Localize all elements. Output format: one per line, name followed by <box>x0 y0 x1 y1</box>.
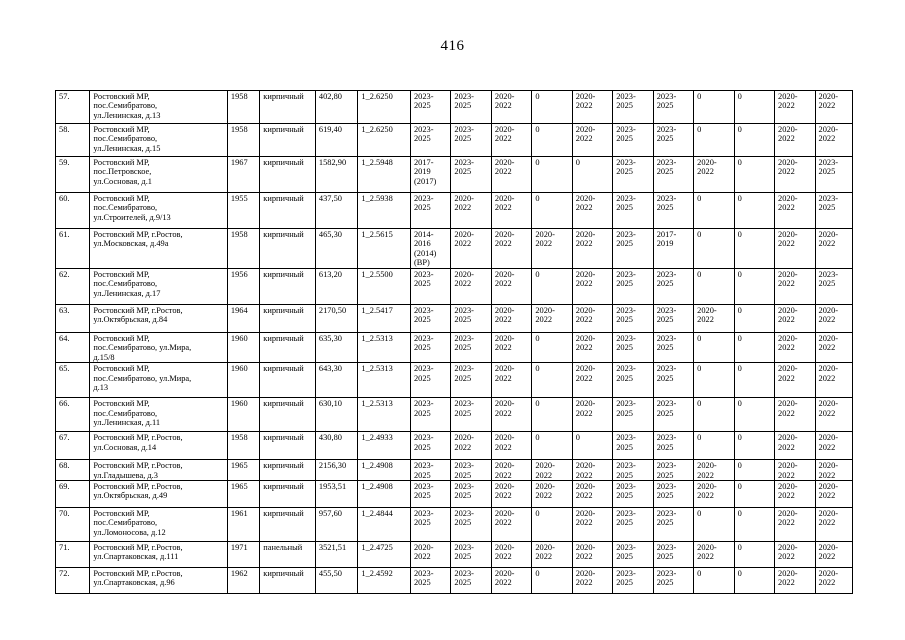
period-cell: 0 <box>532 193 572 229</box>
row-number-cell: 57. <box>56 91 90 124</box>
wall-material-cell: кирпичный <box>260 398 316 432</box>
period-cell: 2020- 2022 <box>694 481 734 508</box>
period-cell: 2023- 2025 <box>613 542 653 568</box>
period-cell: 2023- 2025 <box>451 363 491 398</box>
period-cell: 2020- 2022 <box>532 305 572 333</box>
period-cell: 0 <box>734 363 774 398</box>
build-year-cell: 1962 <box>227 568 259 594</box>
index-cell: 1_2.4933 <box>358 432 411 460</box>
index-cell: 1_2.6250 <box>358 91 411 124</box>
build-year-cell: 1960 <box>227 333 259 363</box>
area-cell: 2156,30 <box>315 460 357 481</box>
period-cell: 2014- 2016 (2014) (ВР) <box>410 229 450 269</box>
period-cell: 2020- 2022 <box>491 269 531 305</box>
period-cell: 2020- 2022 <box>775 460 815 481</box>
period-cell: 2020- 2022 <box>532 229 572 269</box>
period-cell: 2023- 2025 <box>613 157 653 193</box>
period-cell: 2023- 2025 <box>613 305 653 333</box>
index-cell: 1_2.5938 <box>358 193 411 229</box>
period-cell: 0 <box>694 269 734 305</box>
period-cell: 0 <box>532 124 572 157</box>
period-cell: 2020- 2022 <box>694 542 734 568</box>
period-cell: 2020- 2022 <box>815 305 853 333</box>
address-cell: Ростовский МР, г.Ростов, ул.Гладышева, д.3 <box>90 460 228 481</box>
row-number-cell: 67. <box>56 432 90 460</box>
period-cell: 2020- 2022 <box>532 460 572 481</box>
period-cell: 2023- 2025 <box>653 508 693 542</box>
period-cell: 2023- 2025 <box>451 542 491 568</box>
period-cell: 2020- 2022 <box>775 568 815 594</box>
period-cell: 2023- 2025 <box>410 193 450 229</box>
period-cell: 2020- 2022 <box>775 269 815 305</box>
period-cell: 2020- 2022 <box>694 460 734 481</box>
period-cell: 0 <box>734 508 774 542</box>
wall-material-cell: кирпичный <box>260 460 316 481</box>
period-cell: 2023- 2025 <box>410 305 450 333</box>
period-cell: 0 <box>532 508 572 542</box>
index-cell: 1_2.5417 <box>358 305 411 333</box>
index-cell: 1_2.4908 <box>358 460 411 481</box>
period-cell: 2020- 2022 <box>491 333 531 363</box>
period-cell: 2020- 2022 <box>451 193 491 229</box>
period-cell: 2020- 2022 <box>491 363 531 398</box>
period-cell: 0 <box>734 398 774 432</box>
table-row <box>56 460 853 481</box>
wall-material-cell: панельный <box>260 542 316 568</box>
period-cell: 2023- 2025 <box>410 333 450 363</box>
period-cell: 2023- 2025 <box>613 481 653 508</box>
area-cell: 635,30 <box>315 333 357 363</box>
area-cell: 619,40 <box>315 124 357 157</box>
period-cell: 2023- 2025 <box>653 398 693 432</box>
period-cell: 2020- 2022 <box>532 481 572 508</box>
period-cell: 2023- 2025 <box>410 269 450 305</box>
area-cell: 1582,90 <box>315 157 357 193</box>
period-cell: 2023- 2025 <box>653 269 693 305</box>
area-cell: 643,30 <box>315 363 357 398</box>
period-cell: 2023- 2025 <box>451 157 491 193</box>
index-cell: 1_2.4844 <box>358 508 411 542</box>
period-cell: 2023- 2025 <box>451 398 491 432</box>
period-cell: 2023- 2025 <box>613 193 653 229</box>
period-cell: 2020- 2022 <box>572 398 612 432</box>
wall-material-cell: кирпичный <box>260 333 316 363</box>
period-cell: 0 <box>694 398 734 432</box>
period-cell: 2020- 2022 <box>815 481 853 508</box>
period-cell: 0 <box>572 157 612 193</box>
period-cell: 2020- 2022 <box>572 508 612 542</box>
build-year-cell: 1958 <box>227 91 259 124</box>
period-cell: 2023- 2025 <box>451 333 491 363</box>
table-row <box>56 363 853 398</box>
period-cell: 0 <box>532 269 572 305</box>
period-cell: 2023- 2025 <box>613 460 653 481</box>
build-year-cell: 1958 <box>227 432 259 460</box>
period-cell: 0 <box>734 481 774 508</box>
address-cell: Ростовский МР, г.Ростов, ул.Октябрьская, д.49 <box>90 481 228 508</box>
period-cell: 2020- 2022 <box>775 481 815 508</box>
period-cell: 2023- 2025 <box>451 508 491 542</box>
period-cell: 2020- 2022 <box>572 481 612 508</box>
period-cell: 2023- 2025 <box>613 124 653 157</box>
period-cell: 0 <box>694 363 734 398</box>
address-cell: Ростовский МР, пос.Семибратово, ул.Ленинская, д.15 <box>90 124 228 157</box>
index-cell: 1_2.4592 <box>358 568 411 594</box>
period-cell: 2020- 2022 <box>572 460 612 481</box>
period-cell: 2020- 2022 <box>815 229 853 269</box>
period-cell: 0 <box>532 568 572 594</box>
build-year-cell: 1960 <box>227 398 259 432</box>
period-cell: 2023- 2025 <box>410 363 450 398</box>
period-cell: 0 <box>734 193 774 229</box>
table-row <box>56 481 853 508</box>
build-year-cell: 1955 <box>227 193 259 229</box>
period-cell: 0 <box>694 91 734 124</box>
index-cell: 1_2.4725 <box>358 542 411 568</box>
period-cell: 2020- 2022 <box>775 305 815 333</box>
period-cell: 2020- 2022 <box>491 124 531 157</box>
area-cell: 1953,51 <box>315 481 357 508</box>
period-cell: 0 <box>694 432 734 460</box>
period-cell: 0 <box>734 542 774 568</box>
build-year-cell: 1958 <box>227 124 259 157</box>
period-cell: 2020- 2022 <box>694 305 734 333</box>
period-cell: 2023- 2025 <box>451 568 491 594</box>
address-cell: Ростовский МР, г.Ростов, ул.Спартаковская, д.96 <box>90 568 228 594</box>
period-cell: 0 <box>734 432 774 460</box>
row-number-cell: 64. <box>56 333 90 363</box>
period-cell: 0 <box>734 269 774 305</box>
period-cell: 2023- 2025 <box>451 460 491 481</box>
period-cell: 0 <box>532 398 572 432</box>
area-cell: 465,30 <box>315 229 357 269</box>
period-cell: 2020- 2022 <box>491 91 531 124</box>
period-cell: 2020- 2022 <box>491 157 531 193</box>
period-cell: 2020- 2022 <box>815 542 853 568</box>
period-cell: 0 <box>734 229 774 269</box>
period-cell: 0 <box>694 193 734 229</box>
period-cell: 2023- 2025 <box>653 432 693 460</box>
table-row <box>56 91 853 124</box>
period-cell: 2020- 2022 <box>815 124 853 157</box>
row-number-cell: 62. <box>56 269 90 305</box>
period-cell: 2023- 2025 <box>613 508 653 542</box>
period-cell: 2020- 2022 <box>491 432 531 460</box>
wall-material-cell: кирпичный <box>260 568 316 594</box>
period-cell: 2020- 2022 <box>572 193 612 229</box>
index-cell: 1_2.5948 <box>358 157 411 193</box>
period-cell: 2020- 2022 <box>815 568 853 594</box>
build-year-cell: 1971 <box>227 542 259 568</box>
period-cell: 2020- 2022 <box>572 333 612 363</box>
period-cell: 2023- 2025 <box>613 333 653 363</box>
wall-material-cell: кирпичный <box>260 432 316 460</box>
period-cell: 2023- 2025 <box>653 193 693 229</box>
period-cell: 2023- 2025 <box>653 363 693 398</box>
table-row <box>56 333 853 363</box>
row-number-cell: 58. <box>56 124 90 157</box>
index-cell: 1_2.5500 <box>358 269 411 305</box>
row-number-cell: 63. <box>56 305 90 333</box>
row-number-cell: 61. <box>56 229 90 269</box>
wall-material-cell: кирпичный <box>260 229 316 269</box>
row-number-cell: 68. <box>56 460 90 481</box>
period-cell: 2020- 2022 <box>572 229 612 269</box>
period-cell: 2020- 2022 <box>572 269 612 305</box>
table-row <box>56 193 853 229</box>
period-cell: 0 <box>734 333 774 363</box>
period-cell: 2020- 2022 <box>775 432 815 460</box>
period-cell: 2020- 2022 <box>815 398 853 432</box>
period-cell: 2023- 2025 <box>613 363 653 398</box>
period-cell: 0 <box>532 363 572 398</box>
table-row <box>56 398 853 432</box>
area-cell: 2170,50 <box>315 305 357 333</box>
index-cell: 1_2.5615 <box>358 229 411 269</box>
address-cell: Ростовский МР, пос.Петровское, ул.Сосновая, д.1 <box>90 157 228 193</box>
period-cell: 2020- 2022 <box>410 542 450 568</box>
period-cell: 2017- 2019 (2017) <box>410 157 450 193</box>
period-cell: 2023- 2025 <box>451 91 491 124</box>
period-cell: 2023- 2025 <box>410 398 450 432</box>
period-cell: 2023- 2025 <box>410 568 450 594</box>
period-cell: 2023- 2025 <box>653 91 693 124</box>
period-cell: 2023- 2025 <box>653 124 693 157</box>
period-cell: 2023- 2025 <box>451 481 491 508</box>
period-cell: 0 <box>734 460 774 481</box>
row-number-cell: 59. <box>56 157 90 193</box>
address-cell: Ростовский МР, пос.Семибратово, ул.Ленинская, д.11 <box>90 398 228 432</box>
table-row <box>56 269 853 305</box>
period-cell: 2023- 2025 <box>653 157 693 193</box>
period-cell: 2023- 2025 <box>815 157 853 193</box>
table-row <box>56 432 853 460</box>
period-cell: 2020- 2022 <box>572 91 612 124</box>
period-cell: 2020- 2022 <box>775 398 815 432</box>
period-cell: 2020- 2022 <box>775 229 815 269</box>
page-number: 416 <box>440 38 465 54</box>
period-cell: 2017- 2019 <box>653 229 693 269</box>
period-cell: 2023- 2025 <box>410 432 450 460</box>
period-cell: 2020- 2022 <box>451 432 491 460</box>
period-cell: 2020- 2022 <box>491 542 531 568</box>
index-cell: 1_2.4908 <box>358 481 411 508</box>
build-year-cell: 1967 <box>227 157 259 193</box>
wall-material-cell: кирпичный <box>260 508 316 542</box>
period-cell: 2023- 2025 <box>653 481 693 508</box>
period-cell: 2020- 2022 <box>815 91 853 124</box>
period-cell: 2020- 2022 <box>775 508 815 542</box>
wall-material-cell: кирпичный <box>260 193 316 229</box>
period-cell: 2020- 2022 <box>775 333 815 363</box>
period-cell: 2020- 2022 <box>491 460 531 481</box>
build-year-cell: 1965 <box>227 481 259 508</box>
period-cell: 0 <box>734 157 774 193</box>
period-cell: 2020- 2022 <box>815 333 853 363</box>
wall-material-cell: кирпичный <box>260 481 316 508</box>
period-cell: 2023- 2025 <box>613 269 653 305</box>
period-cell: 2020- 2022 <box>775 124 815 157</box>
period-cell: 2023- 2025 <box>653 542 693 568</box>
build-year-cell: 1964 <box>227 305 259 333</box>
address-cell: Ростовский МР, г.Ростов, ул.Спартаковская, д.111 <box>90 542 228 568</box>
period-cell: 2020- 2022 <box>815 460 853 481</box>
period-cell: 2023- 2025 <box>653 305 693 333</box>
address-cell: Ростовский МР, пос.Семибратово, ул.Мира, д.13 <box>90 363 228 398</box>
period-cell: 2023- 2025 <box>613 568 653 594</box>
period-cell: 2020- 2022 <box>775 193 815 229</box>
period-cell: 2020- 2022 <box>451 229 491 269</box>
period-cell: 0 <box>572 432 612 460</box>
address-cell: Ростовский МР, пос.Семибратово, ул.Строителей, д.9/13 <box>90 193 228 229</box>
table-row <box>56 229 853 269</box>
table-row <box>56 305 853 333</box>
row-number-cell: 66. <box>56 398 90 432</box>
wall-material-cell: кирпичный <box>260 124 316 157</box>
period-cell: 2020- 2022 <box>491 193 531 229</box>
period-cell: 2023- 2025 <box>815 193 853 229</box>
table-row <box>56 508 853 542</box>
area-cell: 613,20 <box>315 269 357 305</box>
period-cell: 2020- 2022 <box>491 305 531 333</box>
period-cell: 2020- 2022 <box>491 568 531 594</box>
period-cell: 2023- 2025 <box>410 508 450 542</box>
period-cell: 0 <box>694 568 734 594</box>
build-year-cell: 1958 <box>227 229 259 269</box>
period-cell: 2023- 2025 <box>613 229 653 269</box>
period-cell: 2020- 2022 <box>532 542 572 568</box>
period-cell: 2023- 2025 <box>410 91 450 124</box>
address-cell: Ростовский МР, пос.Семибратово, ул.Мира, д.15/8 <box>90 333 228 363</box>
index-cell: 1_2.6250 <box>358 124 411 157</box>
row-number-cell: 71. <box>56 542 90 568</box>
period-cell: 2023- 2025 <box>613 91 653 124</box>
area-cell: 957,60 <box>315 508 357 542</box>
period-cell: 0 <box>734 91 774 124</box>
period-cell: 2023- 2025 <box>451 124 491 157</box>
period-cell: 2023- 2025 <box>653 333 693 363</box>
period-cell: 2023- 2025 <box>410 124 450 157</box>
address-cell: Ростовский МР, пос.Семибратово, ул.Ленинская, д.13 <box>90 91 228 124</box>
table-row <box>56 157 853 193</box>
period-cell: 2020- 2022 <box>491 508 531 542</box>
period-cell: 2020- 2022 <box>451 269 491 305</box>
period-cell: 2020- 2022 <box>572 363 612 398</box>
wall-material-cell: кирпичный <box>260 363 316 398</box>
period-cell: 2020- 2022 <box>775 363 815 398</box>
row-number-cell: 70. <box>56 508 90 542</box>
address-cell: Ростовский МР, пос.Семибратово, ул.Ломоносова, д.12 <box>90 508 228 542</box>
period-cell: 0 <box>694 333 734 363</box>
period-cell: 0 <box>694 124 734 157</box>
period-cell: 2020- 2022 <box>815 363 853 398</box>
period-cell: 2020- 2022 <box>775 157 815 193</box>
address-cell: Ростовский МР, г.Ростов, ул.Московская, д.49а <box>90 229 228 269</box>
index-cell: 1_2.5313 <box>358 363 411 398</box>
period-cell: 2020- 2022 <box>491 481 531 508</box>
table-row <box>56 568 853 594</box>
period-cell: 0 <box>532 157 572 193</box>
period-cell: 2023- 2025 <box>613 398 653 432</box>
wall-material-cell: кирпичный <box>260 157 316 193</box>
build-year-cell: 1960 <box>227 363 259 398</box>
table-row <box>56 124 853 157</box>
address-cell: Ростовский МР, г.Ростов, ул.Октябрьская, д.84 <box>90 305 228 333</box>
wall-material-cell: кирпичный <box>260 305 316 333</box>
row-number-cell: 65. <box>56 363 90 398</box>
period-cell: 2020- 2022 <box>572 305 612 333</box>
period-cell: 2023- 2025 <box>451 305 491 333</box>
wall-material-cell: кирпичный <box>260 269 316 305</box>
index-cell: 1_2.5313 <box>358 398 411 432</box>
area-cell: 455,50 <box>315 568 357 594</box>
row-number-cell: 60. <box>56 193 90 229</box>
period-cell: 2020- 2022 <box>572 124 612 157</box>
period-cell: 2020- 2022 <box>694 157 734 193</box>
period-cell: 2020- 2022 <box>775 542 815 568</box>
period-cell: 2023- 2025 <box>653 568 693 594</box>
index-cell: 1_2.5313 <box>358 333 411 363</box>
row-number-cell: 72. <box>56 568 90 594</box>
period-cell: 0 <box>734 568 774 594</box>
period-cell: 2023- 2025 <box>653 460 693 481</box>
period-cell: 2020- 2022 <box>491 398 531 432</box>
table-body <box>56 91 853 594</box>
period-cell: 2020- 2022 <box>815 432 853 460</box>
build-year-cell: 1965 <box>227 460 259 481</box>
period-cell: 0 <box>532 333 572 363</box>
wall-material-cell: кирпичный <box>260 91 316 124</box>
period-cell: 0 <box>734 305 774 333</box>
build-year-cell: 1956 <box>227 269 259 305</box>
area-cell: 430,80 <box>315 432 357 460</box>
period-cell: 2020- 2022 <box>815 508 853 542</box>
period-cell: 0 <box>694 229 734 269</box>
area-cell: 3521,51 <box>315 542 357 568</box>
period-cell: 2023- 2025 <box>815 269 853 305</box>
row-number-cell: 69. <box>56 481 90 508</box>
period-cell: 2020- 2022 <box>491 229 531 269</box>
housing-register-table <box>55 90 853 594</box>
period-cell: 0 <box>694 508 734 542</box>
table-row <box>56 542 853 568</box>
address-cell: Ростовский МР, г.Ростов, ул.Сосновая, д.14 <box>90 432 228 460</box>
period-cell: 0 <box>734 124 774 157</box>
area-cell: 630,10 <box>315 398 357 432</box>
period-cell: 2020- 2022 <box>572 568 612 594</box>
period-cell: 2023- 2025 <box>410 481 450 508</box>
period-cell: 0 <box>532 91 572 124</box>
area-cell: 437,50 <box>315 193 357 229</box>
period-cell: 2023- 2025 <box>410 460 450 481</box>
address-cell: Ростовский МР, пос.Семибратово, ул.Ленинская, д.17 <box>90 269 228 305</box>
build-year-cell: 1961 <box>227 508 259 542</box>
period-cell: 2020- 2022 <box>572 542 612 568</box>
period-cell: 2020- 2022 <box>775 91 815 124</box>
period-cell: 2023- 2025 <box>613 432 653 460</box>
area-cell: 402,80 <box>315 91 357 124</box>
period-cell: 0 <box>532 432 572 460</box>
